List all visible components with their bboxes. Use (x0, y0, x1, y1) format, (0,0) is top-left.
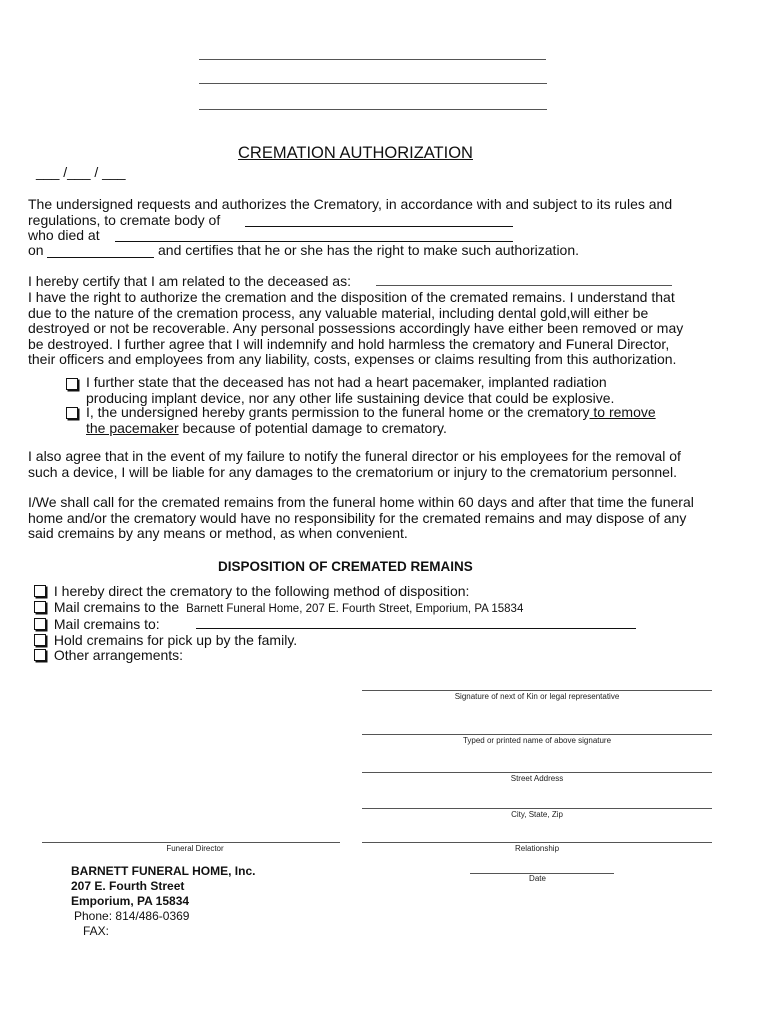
direct-method-checkbox[interactable] (34, 585, 46, 597)
rights-line-5: their officers and employees from any liability, costs, expenses or claims resulting from this authorization. (28, 351, 677, 367)
mail-to-address-field[interactable] (196, 628, 636, 629)
funeral-director-signature-field[interactable] (42, 842, 340, 843)
funeral-home-block (71, 864, 255, 909)
other-arrangements-checkbox[interactable] (34, 649, 46, 661)
date-of-death-field[interactable] (47, 257, 154, 258)
no-pacemaker-text (86, 375, 614, 406)
header-line-2 (199, 83, 547, 84)
intro-line-1: The undersigned requests and authorizes the Crematory, in accordance with and subject to its rules and (28, 196, 673, 212)
disposition-option-hold (34, 633, 523, 649)
fax-label: FAX: (83, 924, 110, 938)
rights-paragraph (28, 290, 683, 368)
direct-method-label: I hereby direct the crematory to the following method of disposition: (53, 583, 470, 599)
no-pacemaker-checkbox[interactable] (66, 378, 78, 390)
mail-funeral-home-label: Mail cremains to the (53, 598, 180, 615)
date-signature-label: Date (529, 874, 546, 883)
relation-field[interactable] (376, 285, 672, 286)
intro-line-2-label: regulations, to cremate body of (28, 212, 221, 228)
mail-to-checkbox[interactable] (34, 618, 46, 630)
city-state-zip-field[interactable] (362, 808, 712, 809)
street-address-field[interactable] (362, 772, 712, 773)
phone-label: Phone: (74, 909, 113, 923)
phone-number: 814/486-0369 (115, 909, 190, 923)
mail-to-label: Mail cremains to: (53, 616, 160, 632)
header-line-1 (199, 59, 546, 60)
intro-line-3-label: who died at (28, 227, 100, 243)
disposition-option-mail-to (34, 617, 523, 633)
rights-line-3: destroyed or not be recoverable. Any personal possessions accordingly have either been removed or may (28, 320, 684, 336)
intro-line-4-label: on (28, 242, 44, 258)
funeral-home-phone (74, 909, 189, 923)
rights-line-2: due to the nature of the cremation process, any valuable material, including dental gold,will either be (28, 304, 649, 321)
remove-pacemaker-line-1-text: I, the undersigned hereby grants permission to the funeral home or the crematory (86, 404, 590, 420)
no-pacemaker-line-1: I further state that the deceased has not had a heart pacemaker, implanted radiation (86, 374, 607, 390)
certify-label: I hereby certify that I am related to the deceased as: (28, 273, 351, 289)
call-line-1: I/We shall call for the cremated remains from the funeral home within 60 days and after that time the funeral (28, 494, 694, 510)
hold-checkbox[interactable] (34, 634, 46, 646)
intro-line-4-text: and certifies that he or she has the right to make such authorization. (158, 242, 580, 258)
remove-pacemaker-line-2 (86, 421, 656, 437)
next-of-kin-label: Signature of next of Kin or legal representative (454, 692, 620, 701)
no-pacemaker-line-2: producing implant device, nor any other life sustaining device that could be explosive. (86, 389, 615, 406)
city-state-zip-label: City, State, Zip (511, 810, 563, 819)
printed-name-field[interactable] (362, 734, 712, 735)
disposition-option-direct (34, 584, 523, 600)
date-field[interactable]: ___ /___ / ___ (36, 164, 126, 180)
hold-label: Hold cremains for pick up by the family. (53, 631, 298, 648)
mail-funeral-home-checkbox[interactable] (34, 601, 46, 613)
call-paragraph (28, 495, 694, 542)
page-title: CREMATION AUTHORIZATION (238, 144, 473, 162)
funeral-home-city: Emporium, PA 15834 (71, 894, 190, 908)
remove-pacemaker-underlined-1: to remove (589, 404, 656, 420)
call-line-2: home and/or the crematory would have no responsibility for the cremated remains and may dispose of any (28, 509, 687, 526)
rights-line-4: be destroyed. I further agree that I will indemnify and hold harmless the crematory and Funeral Director, (28, 335, 670, 352)
next-of-kin-signature-field[interactable] (362, 690, 712, 691)
funeral-director-label: Funeral Director (166, 844, 224, 853)
disposition-option-other (34, 648, 523, 664)
deceased-name-field[interactable] (245, 226, 513, 227)
relationship-field[interactable] (362, 842, 712, 843)
street-address-label: Street Address (510, 774, 564, 783)
other-arrangements-label: Other arrangements: (53, 647, 184, 663)
disposition-heading: DISPOSITION OF CREMATED REMAINS (218, 559, 473, 574)
liability-line-2: such a device, I will be liable for any damages to the crematorium or injury to the crematorium personnel. (28, 463, 677, 480)
disposition-option-mail-funeral-home (34, 600, 523, 618)
remove-pacemaker-checkbox[interactable] (66, 407, 78, 419)
liability-paragraph (28, 449, 681, 480)
liability-line-1: I also agree that in the event of my failure to notify the funeral director or his employees for the removal of (28, 448, 681, 464)
remove-pacemaker-line-1 (86, 405, 656, 421)
header-line-3 (199, 109, 547, 110)
funeral-home-name: BARNETT FUNERAL HOME, Inc. (71, 864, 256, 878)
remove-pacemaker-underlined-2: the pacemaker (86, 419, 179, 436)
mail-funeral-home-address: Barnett Funeral Home, 207 E. Fourth Street, Emporium, PA 15834 (186, 602, 524, 615)
remove-pacemaker-line-2-text: because of potential damage to crematory. (178, 419, 447, 436)
relationship-label: Relationship (514, 844, 560, 853)
call-line-3: said cremains by any means or method, as when convenient. (28, 525, 408, 541)
printed-name-label: Typed or printed name of above signature (462, 736, 612, 745)
rights-line-1: I have the right to authorize the cremation and the disposition of the cremated remains. I understand that (28, 289, 675, 305)
disposition-options (34, 584, 523, 664)
funeral-home-street: 207 E. Fourth Street (71, 879, 185, 893)
funeral-home-fax (83, 924, 109, 938)
remove-pacemaker-text (86, 405, 656, 436)
